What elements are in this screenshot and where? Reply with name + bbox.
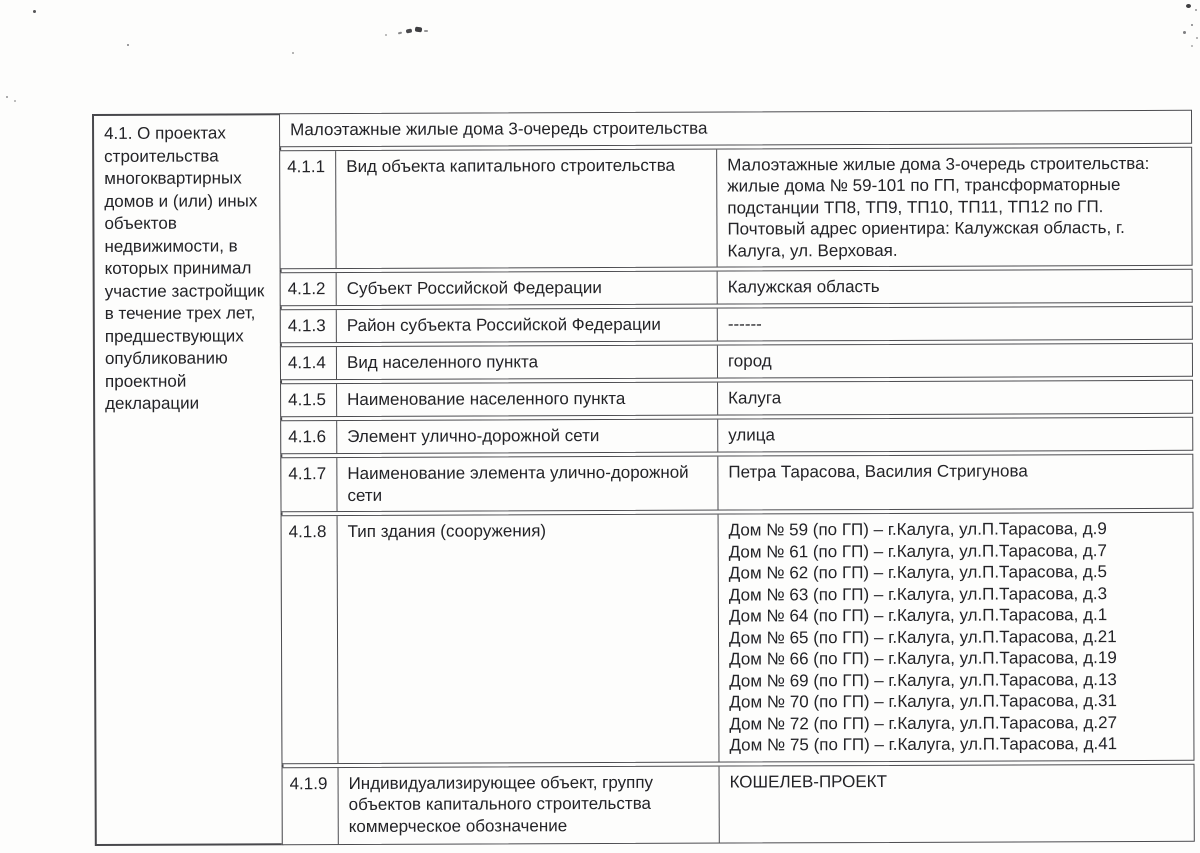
scan-speck bbox=[1191, 24, 1193, 26]
table-row bbox=[282, 763, 1195, 845]
table-row bbox=[281, 512, 1195, 764]
row-value: Петра Тарасова, Василия Стригунова bbox=[728, 461, 1028, 482]
row-value: улица bbox=[728, 425, 776, 445]
table-row bbox=[279, 110, 1192, 147]
scan-speck bbox=[14, 100, 16, 102]
scan-smudge bbox=[424, 30, 428, 32]
row-label: Элемент улично-дорожной сети bbox=[337, 420, 718, 453]
table-row bbox=[280, 417, 1193, 455]
scan-smudge bbox=[385, 34, 387, 36]
scan-speck bbox=[1186, 4, 1191, 8]
scan-speck bbox=[6, 96, 8, 98]
table-row bbox=[280, 269, 1193, 307]
row-number: 4.1.1 bbox=[280, 151, 336, 269]
scan-speck bbox=[1195, 9, 1197, 11]
row-number: 4.1.2 bbox=[281, 273, 337, 305]
row-label: Район субъекта Российской Федерации bbox=[337, 309, 718, 342]
row-value: город bbox=[727, 351, 772, 371]
row-label: Вид населенного пункта bbox=[337, 346, 718, 379]
table-row bbox=[279, 146, 1192, 269]
table-row bbox=[280, 454, 1193, 513]
table-row bbox=[280, 343, 1193, 381]
section-4-1-header-cell: 4.1. О проектах строительства многоквартирных домов и (или) иных объектов недвижимости, в которых принимал участие застройщик в течение трех лет, предшествующих опубликованию проектной декларации bbox=[92, 113, 284, 845]
row-label: Тип здания (сооружения) bbox=[338, 515, 720, 763]
scan-smudge bbox=[398, 32, 402, 35]
row-value: Калужская область bbox=[727, 276, 880, 297]
row-number: 4.1.9 bbox=[283, 768, 339, 844]
row-label: Наименование населенного пункта bbox=[337, 383, 718, 416]
scan-speck bbox=[292, 52, 294, 54]
row-value: КОШЕЛЕВ-ПРОЕКТ bbox=[729, 771, 887, 792]
row-number: 4.1.5 bbox=[281, 384, 337, 416]
row-value: Малоэтажные жилые дома 3-очередь строительства: жилые дома № 59-101 по ГП, трансформаторные подстанции ТП8, ТП9, ТП10, ТП11, ТП12 по ГП. Почтовый адрес ориентира: Калужская область, г. Калуга, ул. Верховая. bbox=[727, 153, 1150, 261]
scan-speck bbox=[33, 10, 36, 13]
row-number: 4.1.7 bbox=[281, 458, 337, 511]
scan-speck bbox=[1191, 45, 1193, 47]
section-title: Малоэтажные жилые дома 3-очередь строительства bbox=[290, 118, 708, 140]
table-row bbox=[280, 380, 1193, 418]
table-rows bbox=[279, 110, 1195, 845]
row-label: Вид объекта капитального строительства bbox=[336, 149, 717, 268]
row-value: Калуга bbox=[728, 388, 782, 408]
scan-speck bbox=[1196, 37, 1198, 39]
scan-smudge bbox=[406, 29, 413, 34]
scan-smudge bbox=[415, 27, 423, 33]
row-label: Индивидуализирующее объект, группу объектов капитального строительства коммерческое обозначение bbox=[339, 766, 720, 843]
row-number: 4.1.3 bbox=[281, 310, 337, 342]
row-value: ------ bbox=[727, 314, 762, 334]
table-row bbox=[280, 306, 1193, 344]
row-number: 4.1.6 bbox=[281, 421, 337, 453]
row-number: 4.1.8 bbox=[282, 516, 339, 763]
row-label: Наименование элемента улично-дорожной сети bbox=[337, 457, 718, 511]
row-label: Субъект Российской Федерации bbox=[337, 272, 718, 305]
scan-speck bbox=[1183, 31, 1186, 34]
declaration-table bbox=[92, 110, 1195, 846]
row-value: Дом № 59 (по ГП) – г.Калуга, ул.П.Тарасова, д.9 Дом № 61 (по ГП) – г.Калуга, ул.П.Тарасова, д.7 Дом № 62 (по ГП) – г.Калуга, ул.П.Тарасова, д.5 Дом № 63 (по ГП) – г.Калуга, ул.П.Тарасова, д.3 Дом № 64 (по ГП) – г.Калуга, ул.П.Тарасова, д.1 Дом № 65 (по ГП) – г.Калуга, ул.П.Тарасова, д.21 Дом № 66 (по ГП) – г.Калуга, ул.П.Тарасова, д.19 Дом № 69 (по ГП) – г.Калуга, ул.П.Тарасова, д.13 Дом № 70 (по ГП) – г.Калуга, ул.П.Тарасова, д.31 Дом № 72 (по ГП) – г.Калуга, ул.П.Тарасова, д.27 Дом № 75 (по ГП) – г.Калуга, ул.П.Тарасова, д.41 bbox=[728, 519, 1118, 755]
scan-speck bbox=[127, 44, 129, 46]
row-number: 4.1.4 bbox=[281, 347, 337, 379]
